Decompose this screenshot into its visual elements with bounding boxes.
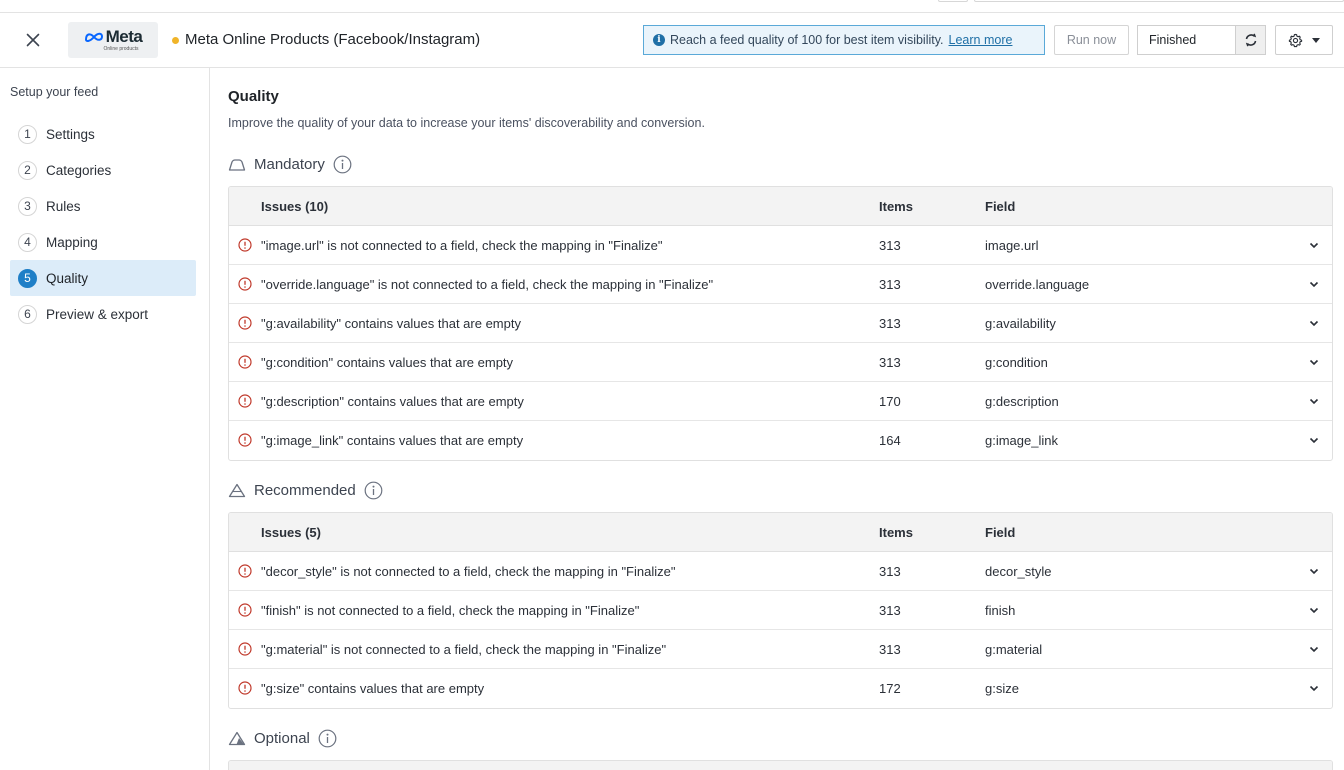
step-rules[interactable] [10,188,196,224]
chevron-down-icon[interactable] [1308,278,1320,290]
step-label: Quality [46,270,89,286]
field-name: g:image_link [985,433,1058,448]
error-icon [238,681,252,695]
step-list [10,116,196,332]
settings-menu-button[interactable] [1275,25,1333,55]
gear-icon [1288,33,1303,48]
issue-text: "decor_style" is not connected to a field, check the mapping in "Finalize" [261,564,676,579]
issue-text: "override.language" is not connected to a field, check the mapping in "Finalize" [261,277,714,292]
meta-infinity-icon [84,31,104,43]
field-name: g:description [985,394,1059,409]
field-name: g:material [985,642,1043,657]
optional-section-header [228,729,337,748]
step-number: 5 [18,269,37,288]
issue-row[interactable] [229,226,1332,265]
error-icon [238,277,252,291]
caret-down-icon [1312,38,1320,43]
step-label: Rules [46,198,81,214]
items-column-header: Items [879,199,913,214]
issue-row[interactable] [229,591,1332,630]
top-stub-field[interactable] [974,0,1344,2]
step-label: Settings [46,126,95,142]
status-field: Finished [1137,25,1235,55]
error-icon [238,355,252,369]
chevron-down-icon[interactable] [1308,356,1320,368]
field-name: decor_style [985,564,1052,579]
issues-column-header: Issues (10) [261,199,329,214]
field-name: image.url [985,238,1039,253]
step-label: Mapping [46,234,98,250]
field-column-header: Field [985,525,1016,540]
issue-row[interactable] [229,669,1332,708]
field-name: g:condition [985,355,1048,370]
items-count: 172 [879,681,901,696]
step-label: Categories [46,162,112,178]
chevron-down-icon[interactable] [1308,643,1320,655]
recommended-level-icon [228,483,246,498]
error-icon [238,642,252,656]
issue-row[interactable] [229,343,1332,382]
section-label: Recommended [254,482,356,499]
issue-row[interactable] [229,382,1332,421]
issue-text: "finish" is not connected to a field, check the mapping in "Finalize" [261,603,640,618]
mandatory-issues-table [228,186,1333,461]
chevron-down-icon[interactable] [1308,604,1320,616]
step-label: Preview & export [46,306,149,322]
setup-sidebar [0,68,210,770]
items-count: 170 [879,394,901,409]
table-header [229,187,1332,226]
issue-row[interactable] [229,265,1332,304]
learn-more-link[interactable]: Learn more [948,33,1013,47]
status-dot [172,37,179,44]
step-number: 1 [18,125,37,144]
items-count: 313 [879,277,901,292]
step-number: 3 [18,197,37,216]
section-label: Mandatory [254,156,325,173]
feed-title: Meta Online Products (Facebook/Instagram) [185,31,481,48]
step-number: 4 [18,233,37,252]
table-header [229,761,1332,770]
items-count: 313 [879,355,901,370]
meta-logo [68,22,158,58]
issue-row[interactable] [229,630,1332,669]
optional-level-icon [228,731,246,746]
refresh-icon [1244,33,1258,47]
items-column-header: Items [879,525,913,540]
issue-row[interactable] [229,552,1332,591]
info-banner [643,25,1045,55]
issue-text: "g:material" is not connected to a field, check the mapping in "Finalize" [261,642,667,657]
items-count: 313 [879,564,901,579]
error-icon [238,238,252,252]
field-name: finish [985,603,1016,618]
issue-text: "image.url" is not connected to a field, check the mapping in "Finalize" [261,238,663,253]
step-preview-export[interactable] [10,296,196,332]
page-title: Quality [228,88,279,105]
top-strip [0,0,1344,13]
step-number: 2 [18,161,37,180]
error-icon [238,394,252,408]
logo-word: Meta [105,26,143,46]
chevron-down-icon[interactable] [1308,395,1320,407]
close-button[interactable] [20,27,46,53]
error-icon [238,316,252,330]
issue-text: "g:availability" contains values that are empty [261,316,521,331]
mandatory-level-icon [228,158,246,172]
step-categories[interactable] [10,152,196,188]
items-count: 313 [879,316,901,331]
step-quality[interactable] [10,260,196,296]
error-icon [238,433,252,447]
step-mapping[interactable] [10,224,196,260]
step-number: 6 [18,305,37,324]
page-subtitle: Improve the quality of your data to increase your items' discoverability and conversion. [228,116,705,130]
field-name: override.language [985,277,1090,292]
chevron-down-icon[interactable] [1308,565,1320,577]
chevron-down-icon[interactable] [1308,239,1320,251]
issue-text: "g:description" contains values that are empty [261,394,524,409]
field-name: g:availability [985,316,1056,331]
recommended-issues-table [228,512,1333,709]
items-count: 313 [879,603,901,618]
issue-text: "g:size" contains values that are empty [261,681,485,696]
mandatory-section-header [228,155,352,174]
optional-issues-table [228,760,1333,770]
top-stub-button[interactable] [938,0,968,2]
run-now-button[interactable]: Run now [1054,25,1129,55]
field-column-header: Field [985,199,1016,214]
issue-row[interactable] [229,304,1332,343]
info-icon: i [653,34,665,46]
issue-text: "g:image_link" contains values that are empty [261,433,524,448]
items-count: 313 [879,642,901,657]
items-count: 164 [879,433,901,448]
field-name: g:size [985,681,1019,696]
logo-subtitle: Online products [103,45,139,52]
issue-text: "g:condition" contains values that are empty [261,355,514,370]
step-settings[interactable] [10,116,196,152]
chevron-down-icon[interactable] [1308,317,1320,329]
chevron-down-icon[interactable] [1308,682,1320,694]
issue-row[interactable] [229,421,1332,460]
error-icon [238,564,252,578]
sidebar-title: Setup your feed [10,85,99,99]
error-icon [238,603,252,617]
section-label: Optional [254,730,310,747]
close-icon [26,33,40,47]
info-circle-icon[interactable] [318,729,337,748]
info-circle-icon[interactable] [333,155,352,174]
table-header [229,513,1332,552]
chevron-down-icon[interactable] [1308,434,1320,446]
items-count: 313 [879,238,901,253]
issues-column-header: Issues (5) [261,525,321,540]
feed-header [0,13,1344,68]
info-circle-icon[interactable] [364,481,383,500]
banner-text: Reach a feed quality of 100 for best item visibility. [670,33,944,47]
recommended-section-header [228,481,383,500]
refresh-button[interactable] [1235,25,1266,55]
